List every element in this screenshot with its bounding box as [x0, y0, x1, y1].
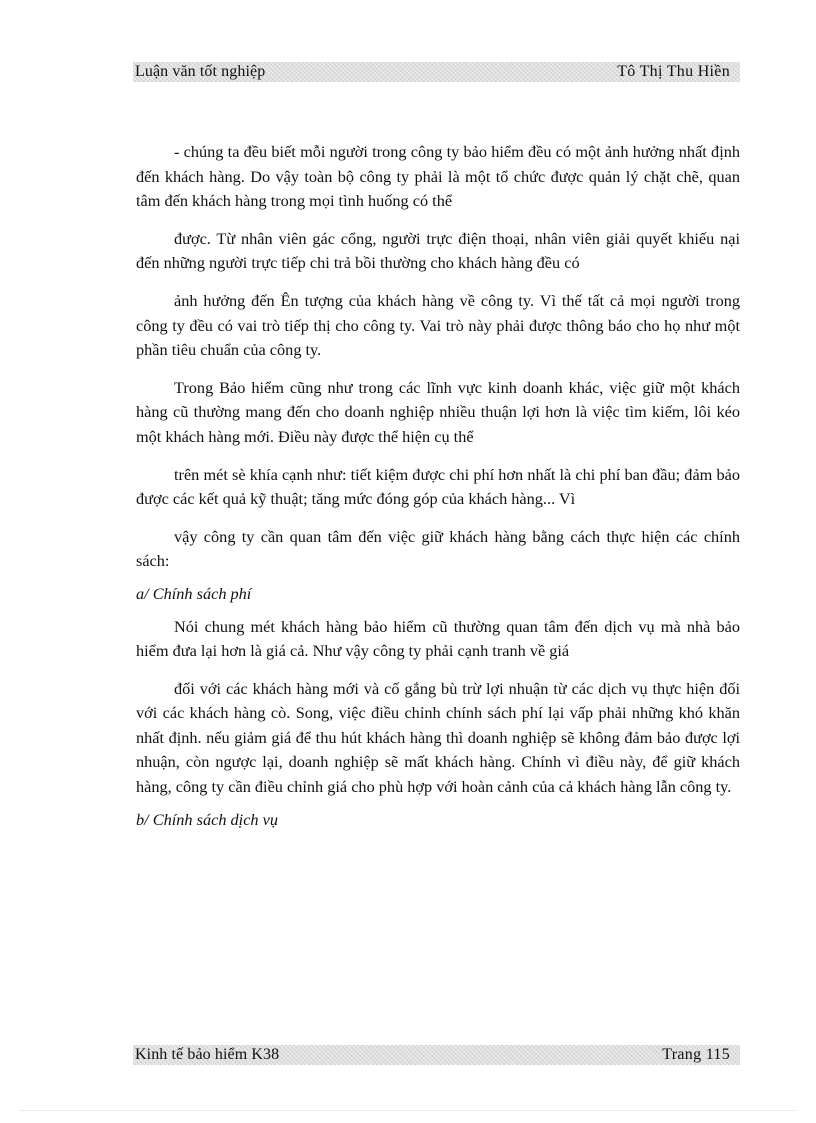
paragraph: được. Từ nhân viên gác cổng, người trực điện thoại, nhân viên giải quyết khiếu nại đến những người trực tiếp chi trả bồi thường cho khách hàng đều có — [136, 228, 740, 273]
header-author-name: Tô Thị Thu Hiền — [617, 63, 730, 80]
footer-page-number: Trang 115 — [662, 1046, 730, 1063]
section-heading-a: a/ Chính sách phí — [136, 583, 252, 603]
page-header — [133, 62, 740, 82]
paragraph: vậy công ty cần quan tâm đến việc giữ khách hàng bằng cách thực hiện các chính sách: — [136, 526, 740, 571]
paragraph: Nói chung mét khách hàng bảo hiểm cũ thường quan tâm đến dịch vụ mà nhà bảo hiểm đưa lại hơn là giá cả. Như vậy công ty phải cạnh tranh về giá — [136, 616, 740, 661]
header-thesis-title: Luận văn tốt nghiệp — [135, 63, 266, 80]
page-bottom-divider — [20, 1110, 796, 1111]
footer-course-name: Kinh tế bảo hiểm K38 — [135, 1046, 280, 1063]
paragraph: Trong Bảo hiểm cũng như trong các lĩnh vực kinh doanh khác, việc giữ một khách hàng cũ thường mang đến cho doanh nghiệp nhiều thuận lợi hơn là việc tìm kiếm, lôi kéo một khách hàng mới. Điều này được thể hiện cụ thể — [136, 377, 740, 446]
paragraph: ảnh hưởng đến Ên tượng của khách hàng về công ty. Vì thế tất cả mọi người trong công ty đều có vai trò tiếp thị cho công ty. Vai trò này phải được thông báo cho họ như một phần tiêu chuẩn của công ty. — [136, 290, 740, 360]
page-footer — [133, 1045, 740, 1065]
paragraph: trên mét sè khía cạnh như: tiết kiệm được chi phí hơn nhất là chi phí ban đầu; đảm bảo được các kết quả kỹ thuật; tăng mức đóng góp của khách hàng... Vì — [136, 464, 740, 509]
section-heading-b: b/ Chính sách dịch vụ — [136, 809, 278, 829]
paragraph: - chúng ta đều biết mỗi người trong công ty bảo hiểm đều có một ảnh hưởng nhất định đến khách hàng. Do vậy toàn bộ công ty phải là một tổ chức được quản lý chặt chẽ, quan tâm đến khách hàng trong mọi tình huống có thể — [136, 142, 740, 211]
page-body — [136, 140, 740, 832]
paragraph: đối với các khách hàng mới và cố gắng bù trừ lợi nhuận từ các dịch vụ thực hiện đối với các khách hàng cò. Song, việc điều chỉnh chính sách phí lại vấp phải những khó khăn nhất định. nếu giảm giá để thu hút khách hàng thì doanh nghiệp sẽ không đảm bảo được lợi nhuận, còn ngược lại, doanh nghiệp sẽ mất khách hàng. Chính vì điều này, để giữ khách hàng, công ty cần điều chỉnh giá cho phù hợp với hoàn cảnh của cả khách hàng lẫn công ty. — [136, 678, 740, 797]
